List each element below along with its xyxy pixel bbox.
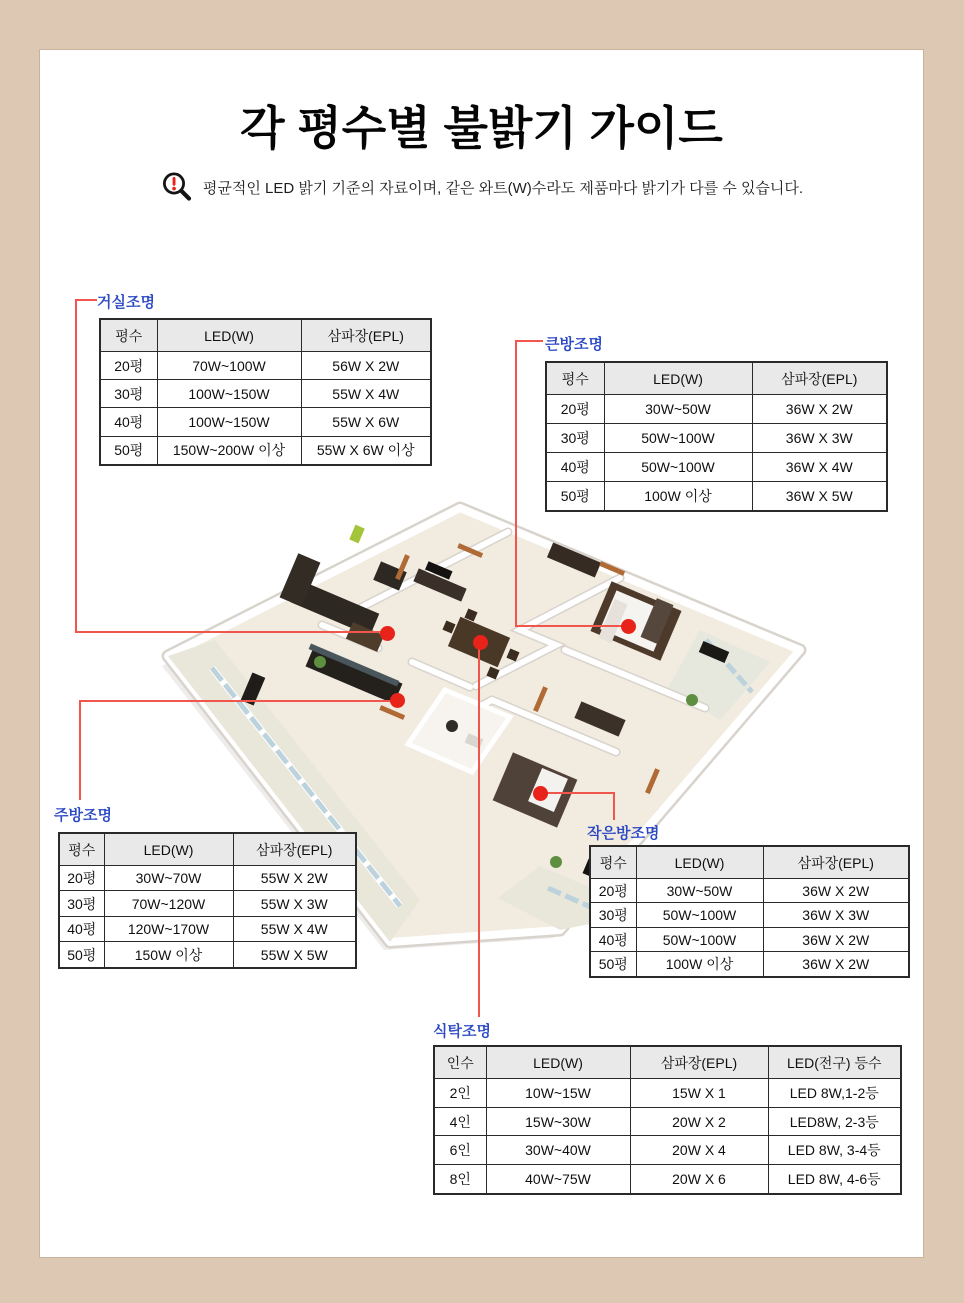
- marker-kitchen-light: [390, 693, 405, 708]
- table-cell: 100W~150W: [157, 380, 301, 408]
- column-header: LED(W): [104, 833, 233, 866]
- column-header: 평수: [59, 833, 104, 866]
- table-cell: LED8W, 2-3등: [768, 1107, 901, 1136]
- connector-smallroom-vertical: [613, 792, 615, 820]
- table-row: [59, 942, 356, 968]
- table-cell: LED 8W, 4-6등: [768, 1165, 901, 1194]
- table-cell: 70W~100W: [157, 352, 301, 380]
- table-cell: 20평: [590, 879, 636, 903]
- column-header: 삼파장(EPL): [233, 833, 356, 866]
- marker-small-room-light: [533, 786, 548, 801]
- table-cell: 40W~75W: [486, 1165, 630, 1194]
- table-cell: 100W 이상: [604, 481, 752, 511]
- connector-living-vertical: [75, 299, 77, 633]
- column-header: LED(전구) 등수: [768, 1046, 901, 1079]
- notice-text: 평균적인 LED 밝기 기준의 자료이며, 같은 와트(W)수라도 제품마다 밝기가 다를 수 있습니다.: [202, 179, 804, 197]
- table-cell: 20평: [100, 352, 157, 380]
- dining-table-wrap: [433, 1045, 900, 1195]
- table-cell: 150W 이상: [104, 942, 233, 968]
- table-cell: 50W~100W: [604, 452, 752, 481]
- connector-bigroom-horizontal: [515, 625, 630, 627]
- label-living-room: 거실조명: [97, 294, 155, 311]
- table-cell: 30평: [590, 903, 636, 927]
- table-cell: 30평: [100, 380, 157, 408]
- table-row: [590, 879, 909, 903]
- column-header: LED(W): [486, 1046, 630, 1079]
- table-row: [590, 927, 909, 951]
- table-cell: 55W X 5W: [233, 942, 356, 968]
- table-cell: 36W X 2W: [763, 952, 909, 977]
- column-header: LED(W): [604, 362, 752, 395]
- connector-living-tick: [75, 299, 97, 301]
- header-row: [100, 319, 431, 352]
- table-cell: 55W X 4W: [301, 380, 431, 408]
- table-row: [100, 380, 431, 408]
- bigroom-table: [545, 361, 888, 512]
- header-row: [434, 1046, 901, 1079]
- column-header: 평수: [546, 362, 604, 395]
- table-cell: 50W~100W: [604, 423, 752, 452]
- table-cell: 36W X 4W: [752, 452, 887, 481]
- table-cell: 15W X 1: [630, 1079, 768, 1108]
- table-row: [546, 481, 887, 511]
- table-cell: LED 8W, 3-4등: [768, 1136, 901, 1165]
- marker-living-room-light: [380, 626, 395, 641]
- table-row: [59, 866, 356, 891]
- table-row: [590, 952, 909, 977]
- big-room-table-wrap: [545, 361, 886, 512]
- table-cell: 20W X 2: [630, 1107, 768, 1136]
- table-cell: 36W X 2W: [763, 879, 909, 903]
- table-cell: 36W X 3W: [752, 423, 887, 452]
- table-cell: 150W~200W 이상: [157, 436, 301, 465]
- header-row: [590, 846, 909, 879]
- table-cell: 10W~15W: [486, 1079, 630, 1108]
- table-cell: 8인: [434, 1165, 486, 1194]
- column-header: 평수: [100, 319, 157, 352]
- table-cell: 55W X 4W: [233, 916, 356, 941]
- table-row: [59, 891, 356, 916]
- table-cell: 50W~100W: [636, 903, 763, 927]
- table-row: [590, 903, 909, 927]
- table-row: [100, 352, 431, 380]
- living-table: [99, 318, 432, 466]
- table-row: [434, 1107, 901, 1136]
- table-cell: 20평: [546, 395, 604, 424]
- table-cell: 40평: [546, 452, 604, 481]
- table-cell: 36W X 2W: [763, 927, 909, 951]
- table-cell: 20W X 4: [630, 1136, 768, 1165]
- column-header: LED(W): [157, 319, 301, 352]
- table-row: [546, 452, 887, 481]
- column-header: 삼파장(EPL): [752, 362, 887, 395]
- table-cell: 100W 이상: [636, 952, 763, 977]
- table-cell: 40평: [100, 408, 157, 436]
- table-cell: 55W X 6W: [301, 408, 431, 436]
- table-cell: 50평: [590, 952, 636, 977]
- connector-living-horizontal: [75, 631, 389, 633]
- table-cell: 55W X 3W: [233, 891, 356, 916]
- page-title: 각 평수별 불밝기 가이드: [240, 102, 723, 154]
- table-cell: 15W~30W: [486, 1107, 630, 1136]
- connector-kitchen-horizontal: [79, 700, 399, 702]
- marker-dining-light: [473, 635, 488, 650]
- column-header: 삼파장(EPL): [763, 846, 909, 879]
- connector-bigroom-tick: [515, 340, 543, 342]
- table-cell: 2인: [434, 1079, 486, 1108]
- magnifier-alert-icon: [160, 170, 194, 204]
- living-room-table-wrap: [99, 318, 430, 466]
- table-cell: 30평: [59, 891, 104, 916]
- table-cell: 56W X 2W: [301, 352, 431, 380]
- table-cell: 120W~170W: [104, 916, 233, 941]
- label-big-room: 큰방조명: [545, 336, 603, 353]
- table-row: [546, 423, 887, 452]
- notice-row: [40, 170, 923, 204]
- table-cell: 40평: [590, 927, 636, 951]
- table-cell: 55W X 2W: [233, 866, 356, 891]
- small-room-table-wrap: [589, 845, 908, 978]
- column-header: LED(W): [636, 846, 763, 879]
- table-row: [100, 408, 431, 436]
- table-row: [434, 1136, 901, 1165]
- table-cell: 70W~120W: [104, 891, 233, 916]
- table-cell: 55W X 6W 이상: [301, 436, 431, 465]
- table-cell: 30W~40W: [486, 1136, 630, 1165]
- table-cell: 40평: [59, 916, 104, 941]
- column-header: 인수: [434, 1046, 486, 1079]
- table-cell: 20평: [59, 866, 104, 891]
- label-small-room: 작은방조명: [587, 825, 660, 842]
- header-row: [59, 833, 356, 866]
- table-row: [546, 395, 887, 424]
- connector-dining-vertical: [478, 642, 480, 1017]
- connector-smallroom-horizontal: [540, 792, 615, 794]
- table-row: [434, 1079, 901, 1108]
- label-dining: 식탁조명: [433, 1023, 491, 1040]
- smallroom-table: [589, 845, 910, 978]
- table-row: [100, 436, 431, 465]
- label-kitchen: 주방조명: [54, 807, 112, 824]
- table-row: [434, 1165, 901, 1194]
- table-cell: 36W X 2W: [752, 395, 887, 424]
- column-header: 평수: [590, 846, 636, 879]
- table-cell: 20W X 6: [630, 1165, 768, 1194]
- column-header: 삼파장(EPL): [630, 1046, 768, 1079]
- table-cell: 30W~50W: [636, 879, 763, 903]
- table-cell: 4인: [434, 1107, 486, 1136]
- table-cell: 100W~150W: [157, 408, 301, 436]
- connector-bigroom-vertical: [515, 340, 517, 627]
- table-cell: 50W~100W: [636, 927, 763, 951]
- table-cell: 36W X 3W: [763, 903, 909, 927]
- dining-table: [433, 1045, 902, 1195]
- kitchen-table: [58, 832, 357, 969]
- column-header: 삼파장(EPL): [301, 319, 431, 352]
- table-row: [59, 916, 356, 941]
- table-cell: 36W X 5W: [752, 481, 887, 511]
- table-cell: 30W~50W: [604, 395, 752, 424]
- connector-kitchen-vertical: [79, 700, 81, 800]
- header-row: [546, 362, 887, 395]
- table-cell: 30평: [546, 423, 604, 452]
- table-cell: 50평: [546, 481, 604, 511]
- table-cell: 50평: [100, 436, 157, 465]
- marker-big-room-light: [621, 619, 636, 634]
- table-cell: 50평: [59, 942, 104, 968]
- table-cell: 30W~70W: [104, 866, 233, 891]
- table-cell: LED 8W,1-2등: [768, 1079, 901, 1108]
- kitchen-table-wrap: [58, 832, 355, 969]
- table-cell: 6인: [434, 1136, 486, 1165]
